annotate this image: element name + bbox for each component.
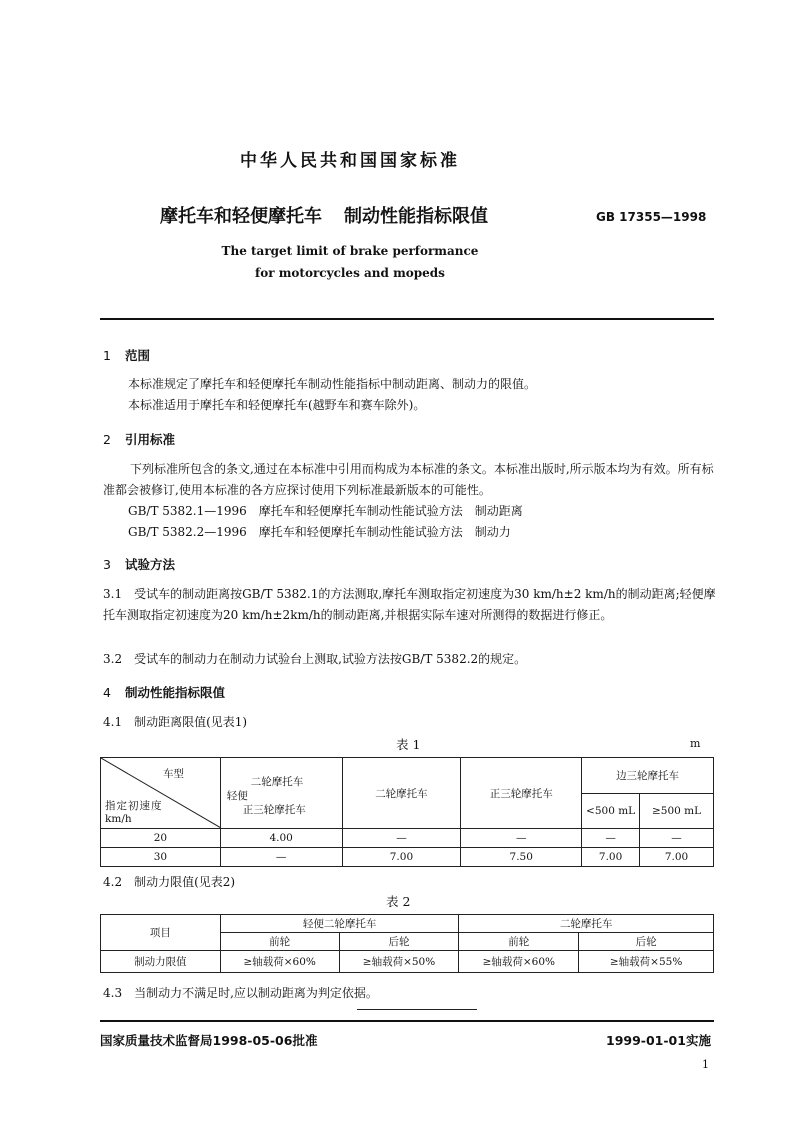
rear-wheel-header: 后轮 [579,933,714,951]
table-1 [100,757,714,867]
cell: — [640,829,714,848]
cell: — [582,829,640,848]
table-2 [100,914,714,973]
section-3-heading [103,555,175,573]
standard-category-title: 中华人民共和国国家标准 [240,151,460,171]
table-1-diagonal-header-cell [101,758,221,829]
document-title [160,202,488,228]
row-label: 制动力限值 [101,951,221,973]
table-row [101,848,714,867]
header-speed-unit: km/h [105,813,132,825]
table-row [101,829,714,848]
header-rule [100,318,714,320]
moped-line-2: 正三轮摩托车 [242,804,306,816]
english-title-line-2: for motorcycles and mopeds [255,266,445,280]
section-1-paragraph-1: 本标准规定了摩托车和轻便摩托车制动性能指标中制动距离、制动力的限值。 [128,377,537,391]
section-4-number: 4 [103,685,111,700]
column-sidecar-small: <500 mL [582,793,640,829]
section-2-paragraph: 下列标准所包含的条文,通过在本标准中引用而构成为本标准的条文。本标准出版时,所示版本均为有效。所有标准都会被修订,使用本标准的各方应探讨使用下列标准最新版本的可能性。 [103,462,714,497]
front-wheel-header: 前轮 [220,933,339,951]
item-header: 项目 [101,915,221,951]
section-1-title: 范围 [125,348,151,363]
moped-prefix: 轻便 [226,790,248,802]
cell: ≥轴载荷×60% [220,951,339,973]
reference-1: GB/T 5382.1—1996 摩托车和轻便摩托车制动性能试验方法 制动距离 [128,504,523,518]
column-sidecar-large: ≥500 mL [640,793,714,829]
table-1-unit: m [690,737,701,750]
table-2-caption: 表 2 [386,894,411,909]
clause-3-1: 3.1 受试车的制动距离按GB/T 5382.1的方法测取,摩托车测取指定初速度为30 km/h±2 km/h的制动距离;轻便摩托车测取指定初速度为20 km/h±2km/h的制动距离,并根据实际车速对所测得的数据进行修正。 [103,587,716,622]
front-wheel-header: 前轮 [459,933,579,951]
english-title [0,240,700,284]
group-moped: 轻便二轮摩托车 [220,915,459,933]
section-4-title: 制动性能指标限值 [125,685,226,700]
header-initial-speed: 指定初速度 [105,800,163,812]
section-3-number: 3 [103,557,111,572]
cell: ≥轴载荷×60% [459,951,579,973]
end-rule [357,1009,477,1010]
cell: 4.00 [220,829,342,848]
footer-rule [100,1020,714,1022]
column-two-wheel-motorcycle: 二轮摩托车 [342,758,461,829]
column-moped [220,758,342,829]
moped-line-1: 二轮摩托车 [250,776,304,788]
header-vehicle-type: 车型 [163,768,184,780]
approval-date: 国家质量技术监督局1998-05-06批准 [100,1033,318,1048]
cell: — [220,848,342,867]
cell: 7.50 [461,848,582,867]
section-3-title: 试验方法 [125,557,176,572]
group-motorcycle: 二轮摩托车 [459,915,714,933]
standard-number: GB 17355—1998 [596,210,707,224]
cell: 7.00 [582,848,640,867]
table-row [101,951,714,973]
table-1-caption: 表 1 [396,737,421,752]
cell: ≥轴载荷×50% [339,951,459,973]
row-speed: 20 [101,829,221,848]
cell: 7.00 [342,848,461,867]
section-1-heading [103,346,150,364]
section-2-heading [103,430,175,448]
effective-date: 1999-01-01实施 [606,1033,711,1048]
clause-3-2: 3.2 受试车的制动力在制动力试验台上测取,试验方法按GB/T 5382.2的规定。 [103,652,527,666]
cell: 7.00 [640,848,714,867]
section-4-heading [103,683,225,701]
cell: — [461,829,582,848]
column-tricycle: 正三轮摩托车 [461,758,582,829]
title-part-2: 制动性能指标限值 [344,206,488,227]
title-part-1: 摩托车和轻便摩托车 [160,206,322,227]
cell: — [342,829,461,848]
section-2-number: 2 [103,432,111,447]
english-title-line-1: The target limit of brake performance [221,244,479,258]
page-number: 1 [702,1058,709,1071]
clause-4-1: 4.1 制动距离限值(见表1) [103,715,248,729]
section-2-title: 引用标准 [125,432,176,447]
cell: ≥轴载荷×55% [579,951,714,973]
clause-4-3: 4.3 当制动力不满足时,应以制动距离为判定依据。 [103,986,378,1000]
clause-4-2: 4.2 制动力限值(见表2) [103,875,236,889]
reference-2: GB/T 5382.2—1996 摩托车和轻便摩托车制动性能试验方法 制动力 [128,525,511,539]
section-1-paragraph-2: 本标准适用于摩托车和轻便摩托车(越野车和赛车除外)。 [128,398,426,412]
row-speed: 30 [101,848,221,867]
column-sidecar-group: 边三轮摩托车 [582,758,714,794]
rear-wheel-header: 后轮 [339,933,459,951]
section-1-number: 1 [103,348,111,363]
